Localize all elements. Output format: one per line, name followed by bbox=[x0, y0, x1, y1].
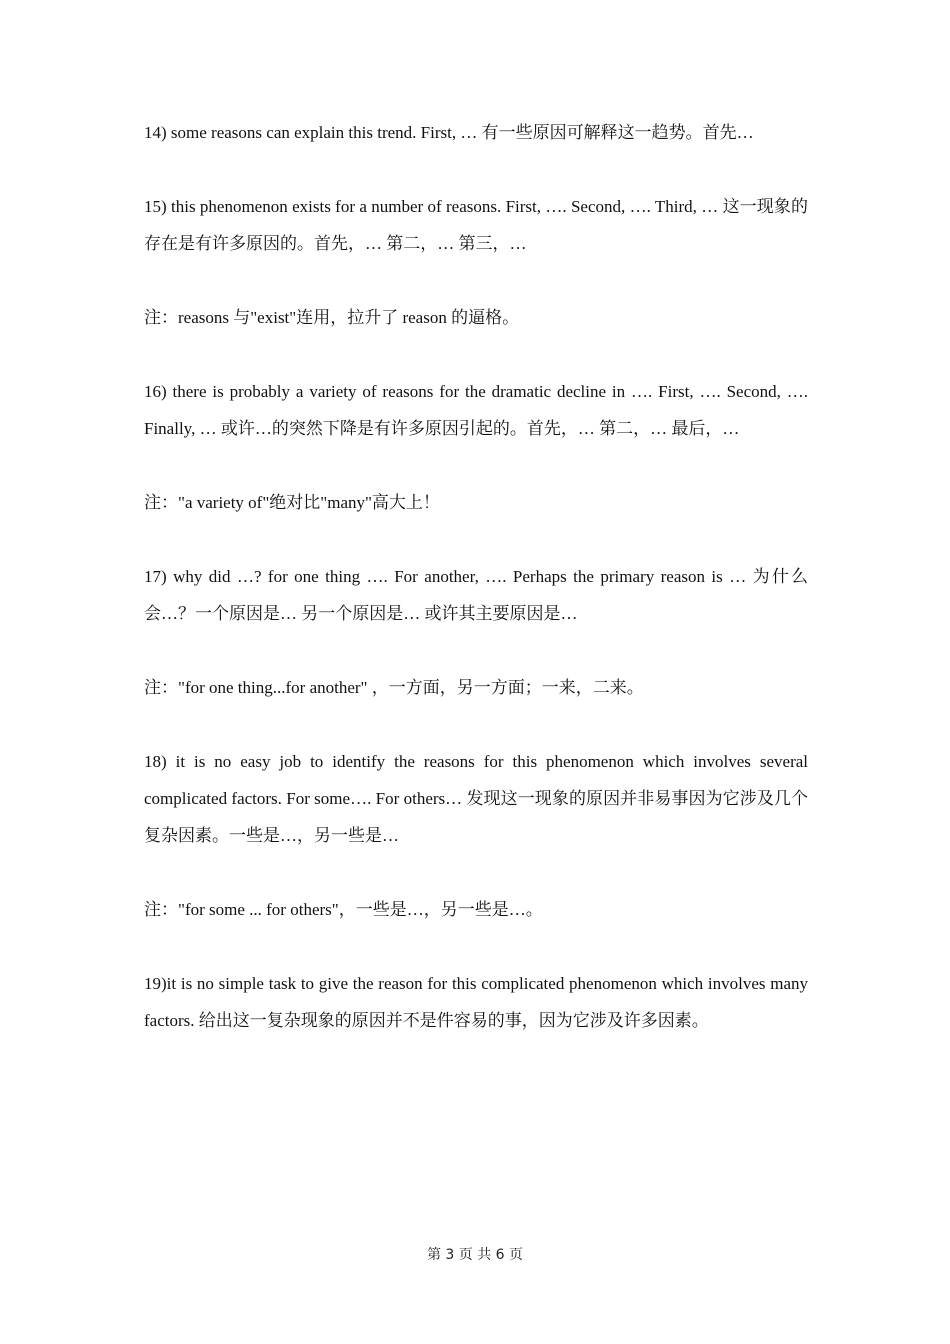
paragraph-gap bbox=[144, 447, 808, 484]
note-for-some: 注："for some ... for others"，一些是…，另一些是…。 bbox=[144, 900, 543, 919]
paragraph-gap bbox=[144, 151, 808, 188]
note-variety: 注："a variety of"绝对比"many"高大上！ bbox=[144, 493, 440, 512]
page-number-footer: 第 3 页 共 6 页 bbox=[426, 1247, 524, 1263]
paragraph-gap bbox=[144, 521, 808, 558]
note-exist: 注：reasons 与"exist"连用，拉升了 reason 的逼格。 bbox=[144, 308, 520, 327]
paragraph-17: 17) why did …? for one thing …. For another, …. Perhaps the primary reason is … 为什么会…？一个原因是… 另一个原因是… 或许其主要原因是… bbox=[144, 567, 808, 623]
paragraph-gap bbox=[144, 262, 808, 299]
paragraph-14: 14) some reasons can explain this trend. First, … 有一些原因可解释这一趋势。首先… bbox=[144, 123, 754, 142]
paragraph-gap bbox=[144, 928, 808, 965]
paragraph-gap bbox=[144, 706, 808, 743]
document-body bbox=[144, 114, 808, 1039]
paragraph-16: 16) there is probably a variety of reasons for the dramatic decline in …. First, …. Second, …. Finally, … 或许…的突然下降是有许多原因引起的。首先，… 第二，… 最后，… bbox=[144, 382, 808, 438]
paragraph-gap bbox=[144, 854, 808, 891]
paragraph-15: 15) this phenomenon exists for a number of reasons. First, …. Second, …. Third, … 这一现象的存在是有许多原因的。首先，… 第二，… 第三，… bbox=[144, 197, 808, 253]
paragraph-gap bbox=[144, 632, 808, 669]
note-for-one-thing: 注："for one thing...for another" ，一方面，另一方面；一来，二来。 bbox=[144, 678, 644, 697]
paragraph-gap bbox=[144, 336, 808, 373]
paragraph-19: 19)it is no simple task to give the reason for this complicated phenomenon which involves many factors. 给出这一复杂现象的原因并不是件容易的事，因为它涉及许多因素。 bbox=[144, 974, 808, 1030]
paragraph-18: 18) it is no easy job to identify the reasons for this phenomenon which involves several complicated factors. For some…. For others… 发现这一现象的原因并非易事因为它涉及几个复杂因素。一些是…，另一些是… bbox=[144, 752, 808, 845]
